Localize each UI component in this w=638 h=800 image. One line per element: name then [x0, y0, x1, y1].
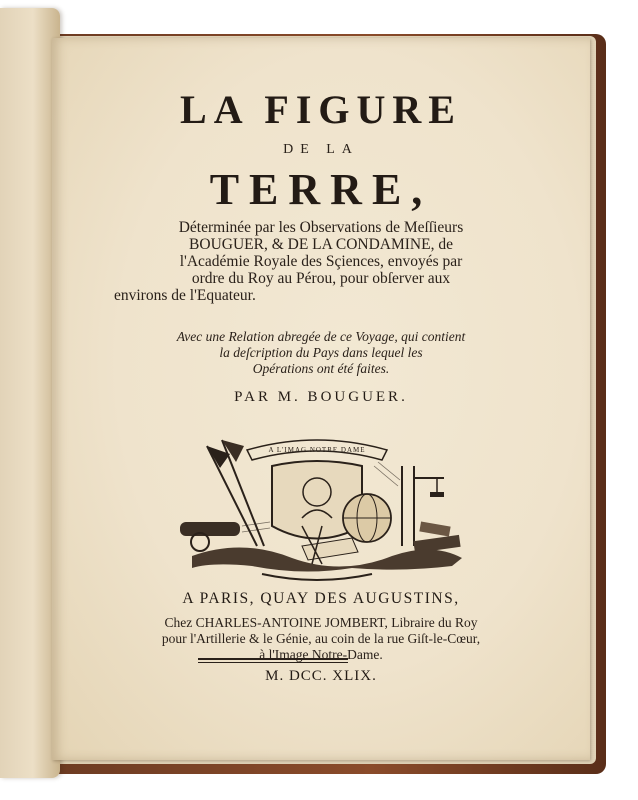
relation-line: Avec une Relation abregée de ce Voyage, qui contient	[176, 329, 466, 344]
relation-line: la deſcription du Pays dans lequel les	[219, 345, 423, 360]
title-line-3: TERRE,	[209, 165, 433, 214]
double-rule-thin	[198, 662, 348, 663]
vignette-banner-text: A L'IMAG NOTRE DAME	[268, 446, 366, 454]
title-line-1: LA FIGURE	[180, 87, 462, 132]
left-page	[0, 8, 60, 778]
title-page	[52, 38, 590, 760]
relation	[82, 329, 560, 377]
relation-line: Opérations ont été faites.	[252, 361, 390, 376]
publication-date: M. DCC. XLIX.	[265, 668, 377, 684]
description-line: ordre du Roy au Pérou, pour obſerver aux	[191, 270, 451, 287]
publisher-line: à l'Image Notre-Dame.	[259, 647, 383, 662]
description-line: environs de l'Equateur.	[114, 287, 256, 304]
description	[82, 219, 560, 304]
publisher	[70, 615, 572, 663]
engraved-vignette	[152, 426, 482, 586]
imprint-place: A PARIS, QUAY DES AUGUSTINS,	[182, 590, 460, 607]
title-line-2: DE LA	[283, 142, 359, 157]
description-line: BOUGUER, & DE LA CONDAMINE, de	[189, 236, 453, 253]
title-page-content	[52, 38, 590, 760]
description-line: l'Académie Royale des Sçiences, envoyés par	[179, 253, 463, 270]
author: PAR M. BOUGUER.	[234, 389, 408, 405]
description-line: Déterminée par les Observations de Meſſieurs	[178, 219, 464, 236]
double-rule	[198, 658, 348, 660]
publisher-line: pour l'Artillerie & le Génie, au coin de la rue Giſt-le-Cœur,	[161, 631, 481, 646]
publisher-line: Chez CHARLES-ANTOINE JOMBERT, Libraire du Roy	[164, 615, 478, 630]
